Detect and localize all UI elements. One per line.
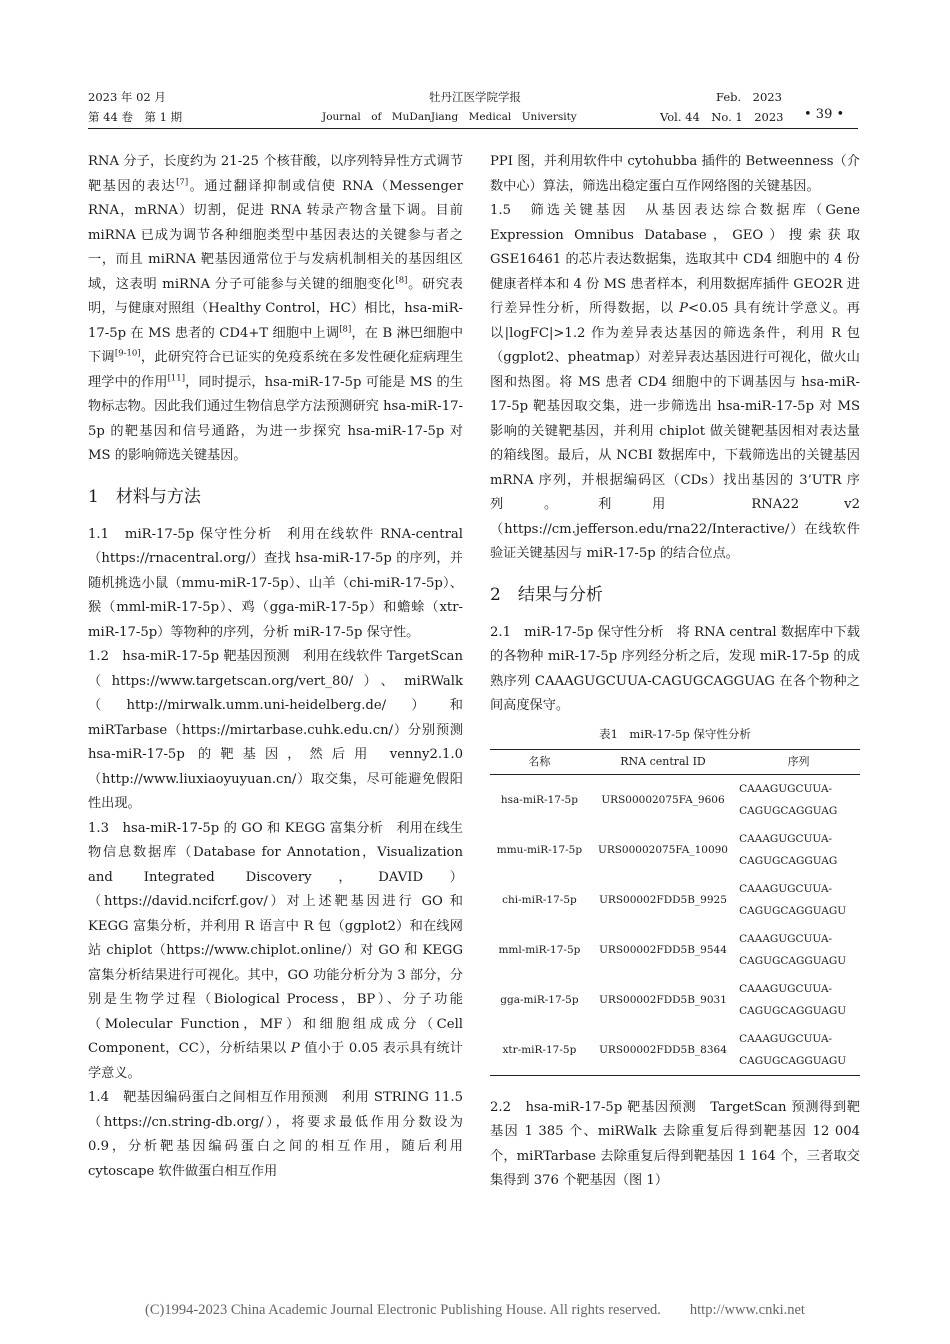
header-date-en: Feb. 2023 <box>716 90 782 104</box>
header-volume-en: Vol. 44 No. 1 2023 <box>660 110 784 124</box>
citation: [9-10] <box>114 348 141 359</box>
header-page-number: • 39 • <box>804 107 845 122</box>
header-journal-en: Journal of MuDanJiang Medical University <box>322 111 577 123</box>
header-date-cn: 2023 年 02 月 <box>88 90 166 104</box>
table-row: mml-miR-17-5p URS00002FDD5B_9544 CAAAGUGCUUA- CAGUGCAGGUAGU <box>498 932 847 967</box>
subsection-2-2: 2.2 hsa-miR-17-5p 靶基因预测 TargetScan 预测得到靶基因 1 385 个、miRWalk 去除重复后得到靶基因 12 004 个，miRTarbase 去除重复后得到靶基因 1 164 个，三者取交集得到 376 个靶基因（图 1） <box>490 1099 860 1188</box>
section-heading-methods: 1 材料与方法 <box>88 486 201 507</box>
copyright-footer: (C)1994-2023 China Academic Journal Electronic Publishing House. All rights reserved. http://www.cnki.net <box>145 1302 805 1318</box>
subsection-2-1: 2.1 miR-17-5p 保守性分析 将 RNA central 数据库中下载的各物种 miR-17-5p 序列经分析之后，发现 miR-17-5p 的成熟序列 CAAAGUGCUUA-CAGUGCAGGUAG 在各个物种之间高度保守。 <box>490 624 860 713</box>
header-volume-cn: 第 44 卷 第 1 期 <box>88 110 183 124</box>
table-row: hsa-miR-17-5p URS00002075FA_9606 CAAAGUGCUUA- CAGUGCAGGUAG <box>500 782 838 817</box>
table-header-sequence: 序列 <box>737 749 860 774</box>
table-caption: 表1 miR-17-5p 保守性分析 <box>599 726 751 741</box>
section-heading-results: 2 结果与分析 <box>490 584 603 605</box>
citation: [8] <box>395 275 408 286</box>
subsection-1-4-cont: PPI 图，并利用软件中 cytohubba 插件的 Betweenness（介数中心）算法，筛选出稳定蛋白互作网络图的关键基因。 <box>490 154 860 194</box>
citation: [8] <box>339 324 352 335</box>
conservation-table <box>490 749 860 1076</box>
table-header-id: RNA central ID <box>589 749 737 774</box>
subsection-1-2: 1.2 hsa-miR-17-5p 靶基因预测 利用在线软件 TargetScan（https://www.targetscan.org/vert_80/）、miRWalk（http://mirwalk.umm.uni-heidelberg.de/）和 miRTarbase（https://mirtarbase.cuhk.edu.cn/）分别预测 hsa-miR-17-5p 的靶基因，然后用 venny2.1.0（http://www.liuxiaoyuyuan.cn/）取交集，尽可能避免假阳性出现。 <box>88 649 463 811</box>
intro-paragraph: RNA 分子，长度约为 21-25 个核苷酸，以序列特异性方式调节靶基因的表达[7]。通过翻译抑制或信使 RNA（Messenger RNA，mRNA）切割，促进 RNA 转录产物含量下调。目前 miRNA 已成为调节各种细胞类型中基因表达的关键参与者之一，而且 miRNA 靶基因通常位于与发病机制相关的基因组区域，这表明 miRNA 分子可能参与关键的细胞变化[8]。研究表明，与健康对照组（Healthy Control，HC）相比，hsa-miR-17-5p 在 MS 患者的 CD4+T 细胞中上调[8]，在 B 淋巴细胞中下调[9-10]，此研究符合已证实的免疫系统在多发性硬化症病理生理学中的作用[11]，同时提示，hsa-miR-17-5p 可能是 MS 的生物标志物。因此我们通过生物信息学方法预测研究 hsa-miR-17-5p 的靶基因和信号通路，为进一步探究 hsa-miR-17-5p 对 MS 的影响筛选关键基因。 <box>88 154 464 463</box>
header-rule <box>88 128 858 129</box>
citation: [7] <box>176 177 189 188</box>
table-header-name: 名称 <box>490 749 589 774</box>
table-row: gga-miR-17-5p URS00002FDD5B_9031 CAAAGUGCUUA- CAGUGCAGGUAGU <box>500 982 847 1017</box>
table-row: mmu-miR-17-5p URS00002075FA_10090 CAAAGUGCUUA- CAGUGCAGGUAG <box>496 832 838 867</box>
right-column <box>490 150 860 1194</box>
subsection-1-3: 1.3 hsa-miR-17-5p 的 GO 和 KEGG 富集分析 利用在线生物信息数据库（Database for Annotation，Visualization and Integrated Discovery，DAVID）（https://david.ncifcrf.gov/）对上述靶基因进行 GO 和 KEGG 富集分析，并利用 R 语言中 R 包（ggplot2）和在线网站 chiplot（https://www.chiplot.online/）对 GO 和 KEGG 富集分析结果进行可视化。其中，GO 功能分析分为 3 部分，分别是生物学过程（Biological Process，BP）、分子功能（Molecular Function，MF）和细胞组成成分（Cell Component，CC），分析结果以 P 值小于 0.05 表示具有统计学意义。 <box>88 820 463 1081</box>
subsection-1-4: 1.4 靶基因编码蛋白之间相互作用预测 利用 STRING 11.5（https://cn.string-db.org/），将要求最低作用分数设为 0.9，分析靶基因编码蛋白之间的相互作用，随后利用 cytoscape 软件做蛋白相互作用 <box>88 1090 463 1179</box>
table-row: chi-miR-17-5p URS00002FDD5B_9925 CAAAGUGCUUA- CAGUGCAGGUAGU <box>502 882 847 917</box>
subsection-1-5: 1.5 筛选关键基因 从基因表达综合数据库（Gene Expression Omnibus Database，GEO）搜索获取 GSE16461 的芯片表达数据集，选取其中 CD4 细胞中的 4 份健康者样本和 4 份 MS 患者样本，利用数据库插件 GEO2R 进行差异性分析，所得数据，以 P<0.05 具有统计学意义。再以|logFC|>1.2 作为差异表达基因的筛选条件，利用 R 包（ggplot2、pheatmap）对差异表达基因进行可视化，做火山图和热图。将 MS 患者 CD4 细胞中的下调基因与 hsa-miR-17-5p 靶基因取交集，进一步筛选出 hsa-miR-17-5p 对 MS 影响的关键靶基因，并利用 chiplot 做关键靶基因相对表达量的箱线图。最后，从 NCBI 数据库中，下载筛选出的关键基因 mRNA 序列，并根据编码区（CDs）找出基因的 3’UTR 序列。利用 RNA22 v2（https://cm.jefferson.edu/rna22/Interactive/）在线软件验证关键基因与 miR-17-5p 的结合位点。 <box>490 203 860 561</box>
left-column <box>88 150 463 1184</box>
header-journal-cn: 牡丹江医学院学报 <box>429 90 521 104</box>
table-row: xtr-miR-17-5p URS00002FDD5B_8364 CAAAGUGCUUA- CAGUGCAGGUAGU <box>490 1025 860 1076</box>
citation: [11] <box>167 373 186 384</box>
subsection-1-1: 1.1 miR-17-5p 保守性分析 利用在线软件 RNA-central（https://rnacentral.org/）查找 hsa-miR-17-5p 的序列，并随机挑选小鼠（mmu-miR-17-5p）、山羊（chi-miR-17-5p）、猴（mml-miR-17-5p）、鸡（gga-miR-17-5p）和蟾蜍（xtr-miR-17-5p）等物种的序列，分析 miR-17-5p 保守性。 <box>88 526 463 640</box>
